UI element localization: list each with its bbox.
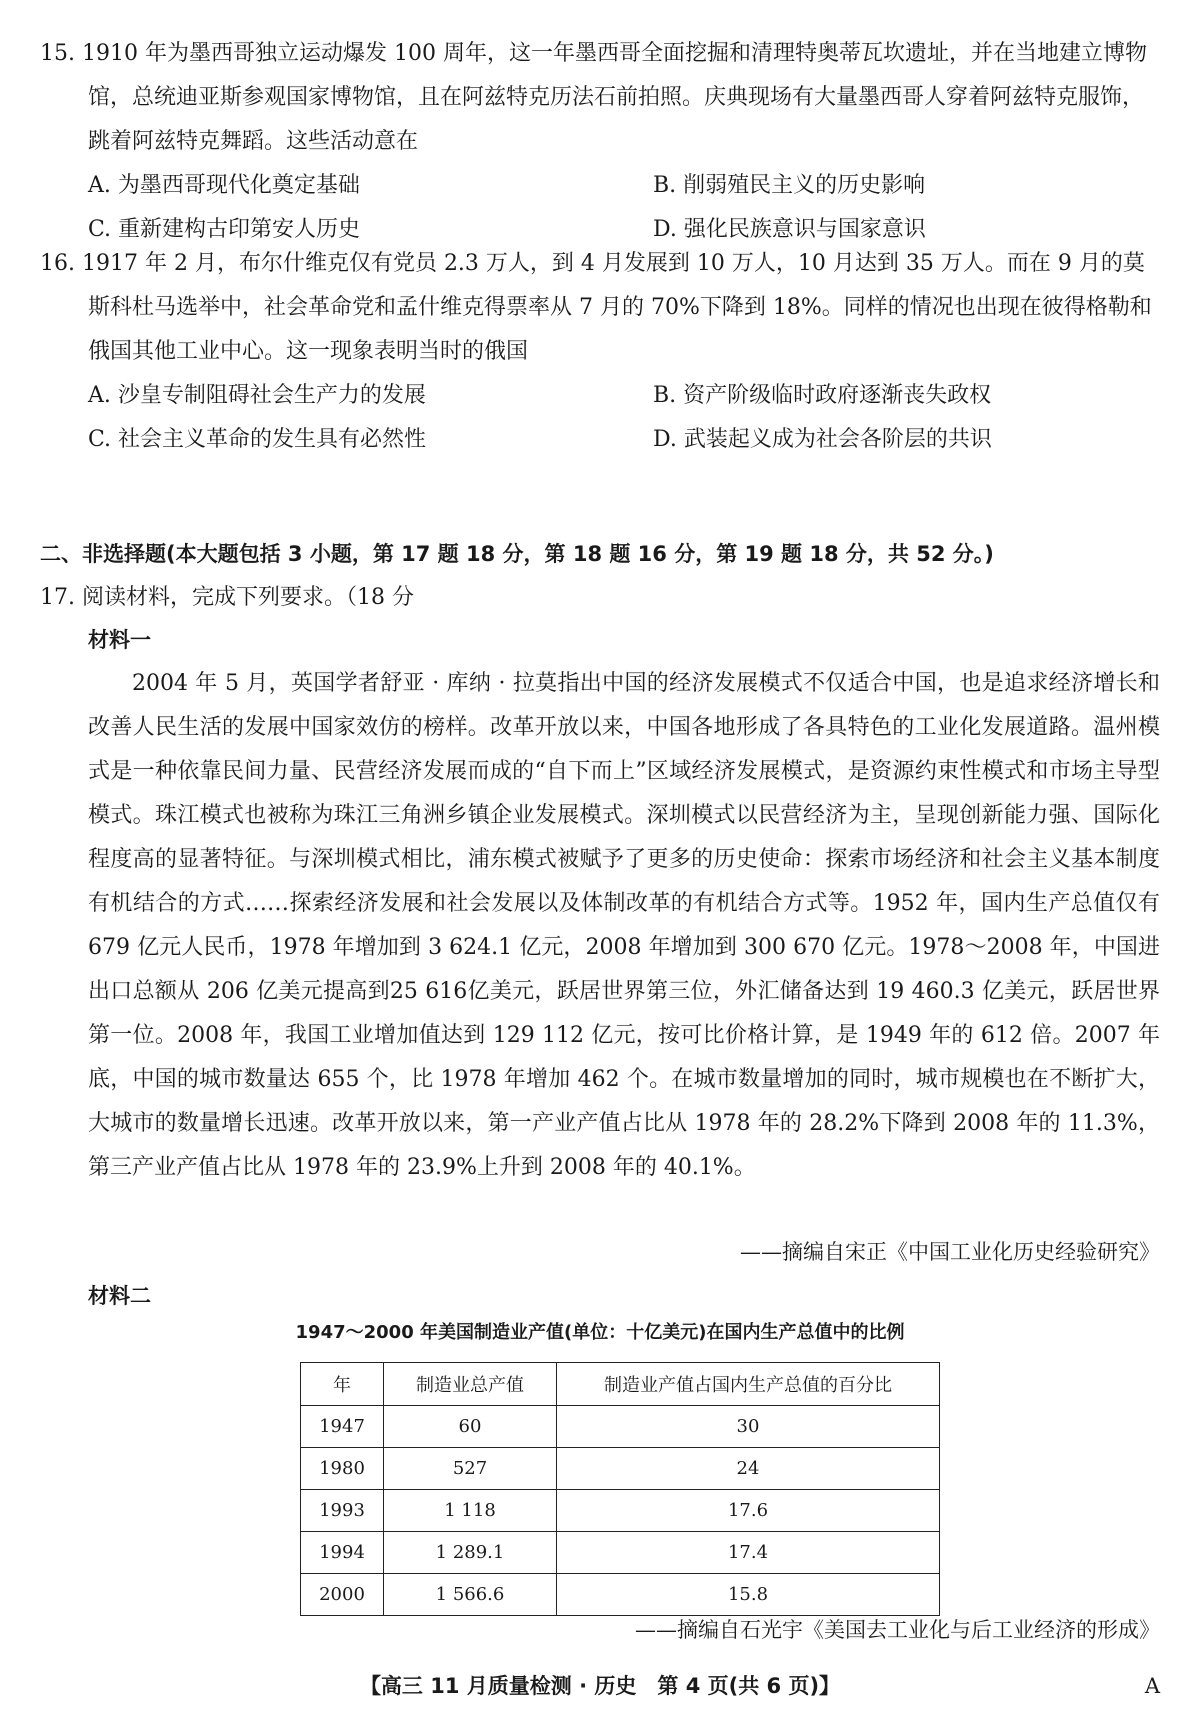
manufacturing-table — [300, 1362, 940, 1616]
question-16-option-d: D. 武装起义成为社会各阶层的共识 — [653, 427, 992, 452]
cell-percent: 30 — [557, 1406, 940, 1448]
material-1-text: 2004 年 5 月，英国学者舒亚 · 库纳 · 拉莫指出中国的经济发展模式不仅适合中国，也是追求经济增长和改善人民生活的发展中国家效仿的榜样。改革开放以来，中国各地形成了各具特色的工业化发展道路。温州模式是一种依靠民间力量、民营经济发展而成的“自下而上”区域经济发展模式，是资源约束性模式和市场主导型模式。珠江模式也被称为珠江三角洲乡镇企业发展模式。深圳模式以民营经济为主，呈现创新能力强、国际化程度高的显著特征。与深圳模式相比，浦东模式被赋予了更多的历史使命：探索市场经济和社会主义基本制度有机结合的方式……探索经济发展和社会发展以及体制改革的有机结合方式等。1952 年，国内生产总值仅有 679 亿元人民币，1978 年增加到 3 624.1 亿元，2008 年增加到 300 670 亿元。1978～2008 年，中国进出口总额从 206 亿美元提高到25 616亿美元，跃居世界第三位，外汇储备达到 19 460.3 亿美元，跃居世界第一位。2008 年，我国工业增加值达到 129 112 亿元，按可比价格计算，是 1949 年的 612 倍。2007 年底，中国的城市数量达 655 个，比 1978 年增加 462 个。在城市数量增加的同时，城市规模也在不断扩大，大城市的数量增长迅速。改革开放以来，第一产业产值占比从 1978 年的 28.2%下降到 2008 年的 11.3%，第三产业产值占比从 1978 年的 23.9%上升到 2008 年的 40.1%。 — [88, 671, 1160, 1180]
question-16-options — [40, 374, 1160, 462]
cell-year: 1980 — [301, 1448, 384, 1490]
cell-output: 527 — [384, 1448, 557, 1490]
material-1-source: ——摘编自宋正《中国工业化历史经验研究》 — [740, 1240, 1160, 1264]
question-16-option-b: B. 资产阶级临时政府逐渐丧失政权 — [653, 383, 992, 408]
cell-percent: 24 — [557, 1448, 940, 1490]
question-17-prompt: 17. 阅读材料，完成下列要求。（18 分 — [40, 585, 414, 610]
question-16-option-c: C. 社会主义革命的发生具有必然性 — [88, 427, 427, 452]
cell-output: 1 289.1 — [384, 1532, 557, 1574]
cell-output: 1 118 — [384, 1490, 557, 1532]
cell-percent: 17.4 — [557, 1532, 940, 1574]
paper-version-letter: A — [1144, 1674, 1160, 1698]
cell-output: 60 — [384, 1406, 557, 1448]
cell-output: 1 566.6 — [384, 1574, 557, 1616]
header-year: 年 — [301, 1363, 384, 1406]
question-15-option-b: B. 削弱殖民主义的历史影响 — [653, 173, 926, 198]
table-header-row — [301, 1363, 940, 1406]
cell-percent: 15.8 — [557, 1574, 940, 1616]
material-1-title: 材料一 — [88, 628, 151, 652]
question-15-option-a: A. 为墨西哥现代化奠定基础 — [88, 173, 360, 198]
question-15-option-c: C. 重新建构古印第安人历史 — [88, 217, 361, 242]
cell-year: 2000 — [301, 1574, 384, 1616]
table-row — [301, 1406, 940, 1448]
cell-percent: 17.6 — [557, 1490, 940, 1532]
question-15 — [40, 32, 1160, 252]
table-row — [301, 1490, 940, 1532]
question-15-stem: 15. 1910 年为墨西哥独立运动爆发 100 周年，这一年墨西哥全面挖掘和清理特奥蒂瓦坎遗址，并在当地建立博物馆，总统迪亚斯参观国家博物馆，且在阿兹特克历法石前拍照。庆典现场有大量墨西哥人穿着阿兹特克服饰，跳着阿兹特克舞蹈。这些活动意在 — [40, 41, 1147, 154]
table-row — [301, 1448, 940, 1490]
page-footer: 【高三 11 月质量检测 · 历史 第 4 页(共 6 页)】 — [359, 1674, 841, 1698]
table-row — [301, 1532, 940, 1574]
header-percent: 制造业产值占国内生产总值的百分比 — [557, 1363, 940, 1406]
question-16-stem: 16. 1917 年 2 月，布尔什维克仅有党员 2.3 万人，到 4 月发展到 10 万人，10 月达到 35 万人。而在 9 月的莫斯科杜马选举中，社会革命党和孟什维克得票率从 7 月的 70%下降到 18%。同样的情况也出现在彼得格勒和俄国其他工业中心。这一现象表明当时的俄国 — [40, 251, 1152, 364]
section-heading: 二、非选择题(本大题包括 3 小题，第 17 题 18 分，第 18 题 16 分，第 19 题 18 分，共 52 分。) — [40, 542, 994, 566]
question-16 — [40, 242, 1160, 462]
question-15-option-d: D. 强化民族意识与国家意识 — [653, 217, 926, 242]
material-2-source: ——摘编自石光宇《美国去工业化与后工业经济的形成》 — [635, 1618, 1160, 1642]
question-16-option-a: A. 沙皇专制阻碍社会生产力的发展 — [88, 383, 426, 408]
cell-year: 1947 — [301, 1406, 384, 1448]
cell-year: 1993 — [301, 1490, 384, 1532]
question-15-options — [40, 164, 1160, 252]
material-2-title: 材料二 — [88, 1284, 151, 1308]
table-title: 1947～2000 年美国制造业产值(单位：十亿美元)在国内生产总值中的比例 — [295, 1322, 905, 1343]
header-output: 制造业总产值 — [384, 1363, 557, 1406]
cell-year: 1994 — [301, 1532, 384, 1574]
